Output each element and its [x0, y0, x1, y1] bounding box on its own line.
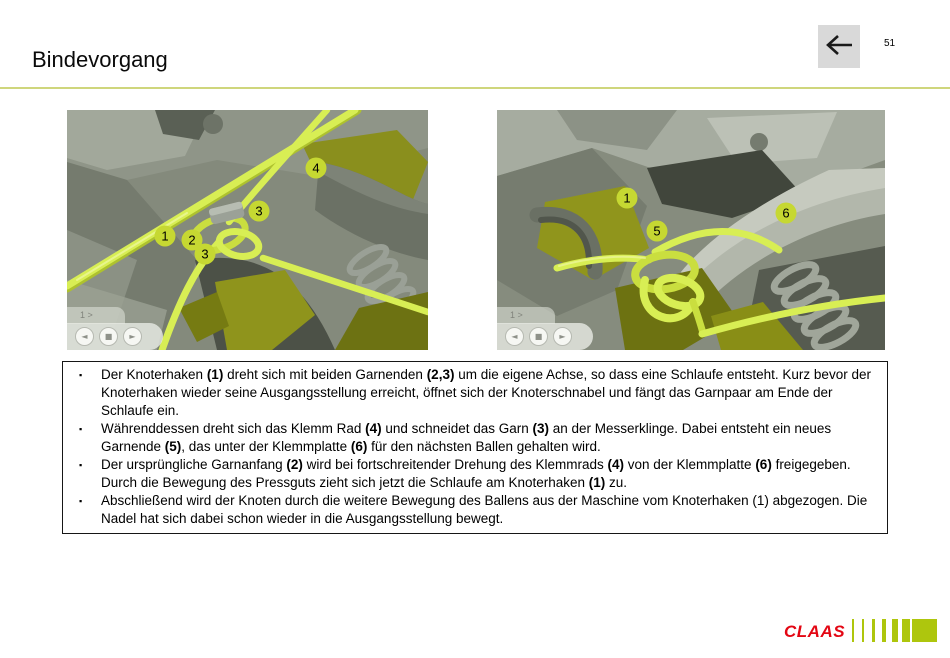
bullet-marker: ▪: [79, 460, 83, 470]
bullet-text: Der ursprüngliche Garnanfang (2) wird bei fortschreitender Drehung des Klemmrads (4) von der Klemmplatte (6) freigegeben. Durch die Bewegung des Pressguts zieht sich jetzt die Schlaufe am Knoterhaken (1) zu.: [101, 457, 851, 490]
viewer-step-tab[interactable]: 1 >: [497, 307, 555, 324]
claas-bar: [912, 619, 937, 642]
triangle-left-icon: ◄: [511, 332, 518, 341]
knotter-3d-view-left[interactable]: [67, 110, 428, 350]
stop-button[interactable]: [529, 327, 548, 346]
claas-bars-icon: [852, 619, 937, 642]
stop-button[interactable]: [99, 327, 118, 346]
bullet-marker: ▪: [79, 370, 83, 380]
callout-badge-5: 5: [647, 221, 668, 242]
callout-badge-2: 2: [182, 230, 203, 251]
callout-badge-4: 4: [306, 158, 327, 179]
instruction-textbox: [62, 361, 888, 534]
triangle-right-icon: ►: [559, 332, 566, 341]
callout-badge-1: 1: [617, 188, 638, 209]
machine-render-knot-finished: [497, 110, 885, 350]
claas-wordmark: CLAAS: [784, 622, 846, 641]
step-forward-button[interactable]: [123, 327, 142, 346]
instruction-list: [63, 366, 879, 528]
claas-logo: [784, 616, 937, 642]
viewer-player-controls: [67, 323, 163, 350]
claas-bar: [882, 619, 886, 642]
triangle-right-icon: ►: [129, 332, 136, 341]
viewer-player-controls: [497, 323, 593, 350]
step-back-button[interactable]: [505, 327, 524, 346]
bullet-marker: ▪: [79, 424, 83, 434]
claas-bar: [852, 619, 854, 642]
claas-bar: [862, 619, 864, 642]
callout-badge-6: 6: [776, 203, 797, 224]
callout-badge-1: 1: [155, 226, 176, 247]
callout-badge-3: 3: [249, 201, 270, 222]
page-title: Bindevorgang: [32, 47, 168, 72]
slide-number: 51: [884, 38, 896, 49]
bullet-item: [63, 420, 879, 456]
back-button[interactable]: [818, 25, 860, 68]
bullet-item: [63, 456, 879, 492]
knotter-3d-view-right[interactable]: [497, 110, 885, 350]
step-back-button[interactable]: [75, 327, 94, 346]
square-stop-icon: ■: [534, 332, 543, 341]
claas-bar: [872, 619, 875, 642]
claas-bar: [892, 619, 898, 642]
claas-bar: [902, 619, 910, 642]
step-forward-button[interactable]: [553, 327, 572, 346]
bullet-item: [63, 492, 879, 528]
bullet-text: Abschließend wird der Knoten durch die weitere Bewegung des Ballens aus der Maschine vom Knoterhaken (1) abgezogen. Die Nadel hat sich dabei schon wieder in die Ausgangsstellung bewegt.: [101, 493, 868, 526]
bullet-text: Währenddessen dreht sich das Klemm Rad (4) und schneidet das Garn (3) an der Messerklinge. Dabei entsteht ein neues Garnende (5), das unter der Klemmplatte (6) für den nächsten Ballen gehalten wird.: [101, 421, 832, 454]
viewer-step-tab[interactable]: 1 >: [67, 307, 125, 324]
callout-badge-3: 3: [195, 244, 216, 265]
bullet-marker: ▪: [79, 496, 83, 506]
square-stop-icon: ■: [104, 332, 113, 341]
bullet-item: [63, 366, 879, 420]
triangle-left-icon: ◄: [81, 332, 88, 341]
bullet-text: Der Knoterhaken (1) dreht sich mit beiden Garnenden (2,3) um die eigene Achse, so dass eine Schlaufe entsteht. Kurz bevor der Knoterhaken wieder seine Ausgangsstellung erreicht, öffnet sich der Knoterschnabel und fängt das Garnpaar am Ende der Schlaufe ein.: [101, 367, 871, 418]
left-arrow-icon: [821, 28, 857, 65]
header-rule: [0, 87, 950, 89]
